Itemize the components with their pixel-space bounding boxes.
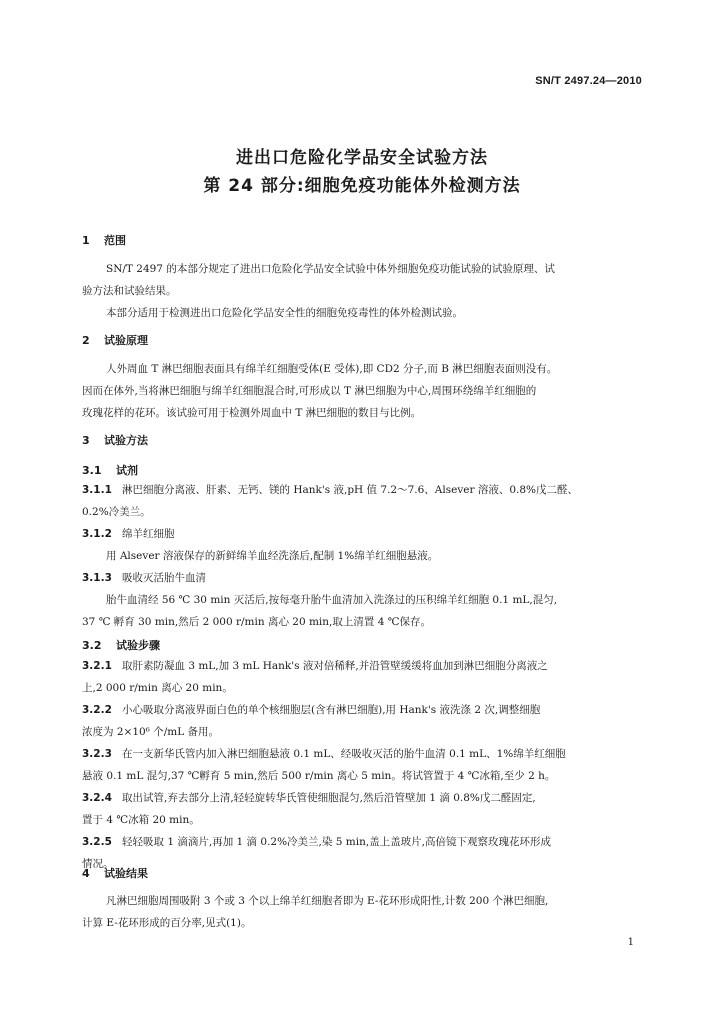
- clause-number: 3.1.1: [82, 484, 112, 496]
- clause-title: 绵羊红细胞: [122, 528, 175, 540]
- document-title-line1: 进出口危险化学品安全试验方法: [236, 148, 488, 168]
- clause-title: 吸收灭活胎牛血清: [122, 572, 206, 584]
- section-number: 2: [82, 334, 90, 347]
- section-number: 3.2: [82, 639, 102, 652]
- section-title: 范围: [104, 234, 126, 247]
- clause-3-1-1: [82, 479, 644, 501]
- paragraph: 验方法和试验结果。: [82, 285, 177, 297]
- section-title: 试验原理: [104, 334, 148, 347]
- section-title: 试验结果: [104, 867, 148, 880]
- clause-number: 3.2.3: [82, 748, 112, 760]
- clause-text: 轻轻吸取 1 滴滴片,再加 1 滴 0.2%冷美兰,染 5 min,盖上盖玻片,高倍镜下观察玫瑰花环形成: [122, 836, 552, 848]
- section-title: 试剂: [116, 464, 138, 477]
- section-3-1-heading: [82, 462, 138, 478]
- clause-3-2-3: [82, 743, 644, 765]
- clause-3-1-3: [82, 567, 644, 589]
- section-1-heading: [82, 232, 126, 248]
- clause-text: 小心吸取分离液界面白色的单个核细胞层(含有淋巴细胞),用 Hank's 液洗涤 2 次,调整细胞: [122, 704, 541, 716]
- clause-3-2-5: [82, 831, 644, 853]
- clause-3-2-1: [82, 655, 644, 677]
- paragraph: 人外周血 T 淋巴细胞表面具有绵羊红细胞受体(E 受体),即 CD2 分子,而 B 淋巴细胞表面则没有。: [106, 363, 558, 375]
- paragraph: 37 ℃ 孵育 30 min,然后 2 000 r/min 离心 20 min,取上清置 4 ℃保存。: [82, 616, 431, 628]
- paragraph: 悬液 0.1 mL 混匀,37 ℃孵育 5 min,然后 500 r/min 离心 5 min。将试管置于 4 ℃冰箱,至少 2 h。: [82, 770, 556, 782]
- clause-text: 取出试管,弃去部分上清,轻轻旋转华氏管使细胞混匀,然后沿管壁加 1 滴 0.8%戊二醛固定,: [122, 792, 536, 804]
- paragraph: 上,2 000 r/min 离心 20 min。: [82, 682, 233, 694]
- standard-number: SN/T 2497.24—2010: [535, 75, 642, 87]
- clause-3-2-2: [82, 699, 644, 721]
- paragraph: 情况。: [82, 858, 114, 870]
- clause-3-2-4: [82, 787, 644, 809]
- paragraph: 0.2%冷美兰。: [82, 506, 151, 518]
- section-number: 3.1: [82, 464, 102, 477]
- clause-number: 3.2.1: [82, 660, 112, 672]
- paragraph: 置于 4 ℃冰箱 20 min。: [82, 814, 200, 826]
- clause-number: 3.1.2: [82, 528, 112, 540]
- section-number: 1: [82, 234, 90, 247]
- section-3-2-heading: [82, 637, 160, 653]
- clause-number: 3.2.2: [82, 704, 112, 716]
- section-3-heading: [82, 432, 148, 448]
- clause-number: 3.2.5: [82, 836, 112, 848]
- paragraph: 因而在体外,当将淋巴细胞与绵羊红细胞混合时,可形成以 T 淋巴细胞为中心,周围环绕绵羊红细胞的: [82, 385, 537, 397]
- paragraph: 胎牛血清经 56 ℃ 30 min 灭活后,按每毫升胎牛血清加入洗涤过的压积绵羊红细胞 0.1 mL,混匀,: [106, 594, 558, 606]
- clause-number: 3.1.3: [82, 572, 112, 584]
- section-title: 试验步骤: [116, 639, 160, 652]
- paragraph: 凡淋巴细胞周围吸附 3 个或 3 个以上绵羊红细胞者即为 E-花环形成阳性,计数 200 个淋巴细胞,: [106, 895, 549, 907]
- clause-text: 取肝素防凝血 3 mL,加 3 mL Hank's 液对倍稀释,并沿管壁缓缓将血加到淋巴细胞分离液之: [122, 660, 548, 672]
- section-2-heading: [82, 332, 148, 348]
- paragraph: 浓度为 2×10⁶ 个/mL 备用。: [82, 726, 220, 738]
- document-title-line2: 第 24 部分:细胞免疫功能体外检测方法: [203, 176, 521, 196]
- paragraph: 计算 E-花环形成的百分率,见式(1)。: [82, 917, 252, 929]
- clause-number: 3.2.4: [82, 792, 112, 804]
- paragraph: SN/T 2497 的本部分规定了进出口危险化学品安全试验中体外细胞免疫功能试验的试验原理、试: [106, 263, 555, 275]
- clause-text: 淋巴细胞分离液、肝素、无钙、镁的 Hank's 液,pH 值 7.2～7.6、Alsever 溶液、0.8%戊二醛、: [122, 484, 579, 496]
- section-number: 3: [82, 434, 90, 447]
- clause-text: 在一支新华氏管内加入淋巴细胞悬液 0.1 mL、经吸收灭活的胎牛血清 0.1 mL、1%绵羊红细胞: [122, 748, 566, 760]
- paragraph: 玫瑰花样的花环。该试验可用于检测外周血中 T 淋巴细胞的数目与比例。: [82, 407, 422, 419]
- page-number: 1: [627, 937, 634, 948]
- section-4-heading: [82, 865, 148, 881]
- paragraph: 用 Alsever 溶液保存的新鲜绵羊血经洗涤后,配制 1%绵羊红细胞悬液。: [106, 550, 439, 562]
- clause-3-1-2: [82, 523, 644, 545]
- section-number: 4: [82, 867, 90, 880]
- section-title: 试验方法: [104, 434, 148, 447]
- paragraph: 本部分适用于检测进出口危险化学品安全性的细胞免疫毒性的体外检测试验。: [106, 307, 463, 319]
